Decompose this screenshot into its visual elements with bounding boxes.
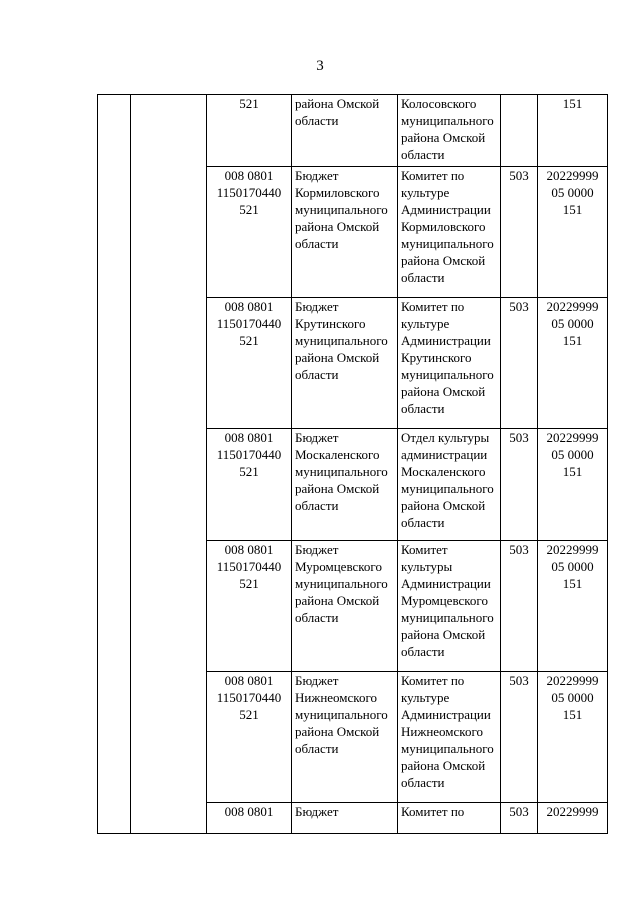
num-cell: 503 xyxy=(501,298,538,429)
col-name-cell xyxy=(131,95,207,834)
budget-table xyxy=(97,94,608,834)
kbk-cell: 20229999 05 0000 151 xyxy=(538,672,608,803)
org-cell: Отдел культуры администрации Москаленского муниципального района Омской области xyxy=(398,429,501,541)
budget-cell: Бюджет Кормиловского муниципального района Омской области xyxy=(292,167,398,298)
org-cell: Комитет по культуре Администрации Крутинского муниципального района Омской области xyxy=(398,298,501,429)
code-cell: 008 0801 1150170440 521 xyxy=(207,672,292,803)
budget-cell: Бюджет Крутинского муниципального района Омской области xyxy=(292,298,398,429)
budget-cell: Бюджет Муромцевского муниципального района Омской области xyxy=(292,541,398,672)
org-cell: Комитет по культуре Администрации Нижнеомского муниципального района Омской области xyxy=(398,672,501,803)
org-cell: Комитет по xyxy=(398,803,501,834)
code-cell: 008 0801 xyxy=(207,803,292,834)
code-cell: 008 0801 1150170440 521 xyxy=(207,167,292,298)
code-cell: 008 0801 1150170440 521 xyxy=(207,298,292,429)
budget-cell: района Омской области xyxy=(292,95,398,167)
budget-cell: Бюджет xyxy=(292,803,398,834)
org-cell: Колосовского муниципального района Омской области xyxy=(398,95,501,167)
budget-cell: Бюджет Москаленского муниципального района Омской области xyxy=(292,429,398,541)
code-cell: 008 0801 1150170440 521 xyxy=(207,541,292,672)
kbk-cell: 20229999 05 0000 151 xyxy=(538,298,608,429)
kbk-cell: 151 xyxy=(538,95,608,167)
kbk-cell: 20229999 xyxy=(538,803,608,834)
code-cell: 521 xyxy=(207,95,292,167)
budget-cell: Бюджет Нижнеомского муниципального района Омской области xyxy=(292,672,398,803)
org-cell: Комитет по культуре Администрации Кормиловского муниципального района Омской области xyxy=(398,167,501,298)
code-cell: 008 0801 1150170440 521 xyxy=(207,429,292,541)
num-cell: 503 xyxy=(501,167,538,298)
kbk-cell: 20229999 05 0000 151 xyxy=(538,541,608,672)
table-row xyxy=(98,95,608,167)
kbk-cell: 20229999 05 0000 151 xyxy=(538,429,608,541)
org-cell: Комитет культуры Администрации Муромцевского муниципального района Омской области xyxy=(398,541,501,672)
num-cell: 503 xyxy=(501,803,538,834)
num-cell: 503 xyxy=(501,672,538,803)
num-cell: 503 xyxy=(501,541,538,672)
col-index-cell xyxy=(98,95,131,834)
num-cell: 503 xyxy=(501,429,538,541)
kbk-cell: 20229999 05 0000 151 xyxy=(538,167,608,298)
page-number: 3 xyxy=(316,58,324,74)
num-cell xyxy=(501,95,538,167)
